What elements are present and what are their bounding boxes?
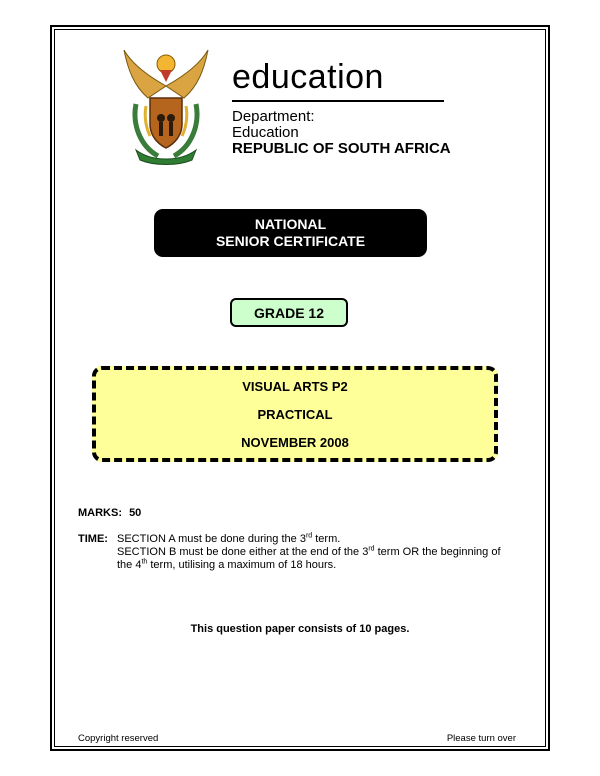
marks-value: 50 <box>129 507 142 519</box>
certificate-banner <box>154 209 427 257</box>
time-line-2: SECTION B must be done either at the end of the 3rd term OR the beginning of <box>117 545 501 558</box>
footer-turn-over: Please turn over <box>446 733 516 744</box>
certificate-line-1: NATIONAL <box>254 216 327 232</box>
grade-badge <box>230 298 348 327</box>
subject-title: VISUAL ARTS P2 <box>242 379 348 394</box>
marks-label: MARKS: <box>78 507 122 519</box>
footer-copyright: Copyright reserved <box>78 733 159 744</box>
coat-of-arms-icon <box>118 46 214 166</box>
subject-panel <box>92 366 498 462</box>
time-line-3: the 4th term, utilising a maximum of 18 hours. <box>117 558 337 571</box>
paper-type: PRACTICAL <box>257 407 333 422</box>
time-line-1: SECTION A must be done during the 3rd term. <box>117 532 341 545</box>
certificate-line-2: SENIOR CERTIFICATE <box>215 233 366 249</box>
education-wordmark: education <box>232 58 384 96</box>
department-name: Education <box>232 124 299 141</box>
exam-session: NOVEMBER 2008 <box>241 435 349 450</box>
department-label: Department: <box>232 108 315 125</box>
marks-row <box>78 507 141 519</box>
country-name: REPUBLIC OF SOUTH AFRICA <box>232 140 451 157</box>
time-label: TIME: <box>78 533 108 545</box>
grade-label: GRADE 12 <box>253 304 325 321</box>
header-rule <box>232 100 444 102</box>
page-count-note: This question paper consists of 10 pages. <box>190 623 410 635</box>
time-instructions <box>117 533 501 572</box>
